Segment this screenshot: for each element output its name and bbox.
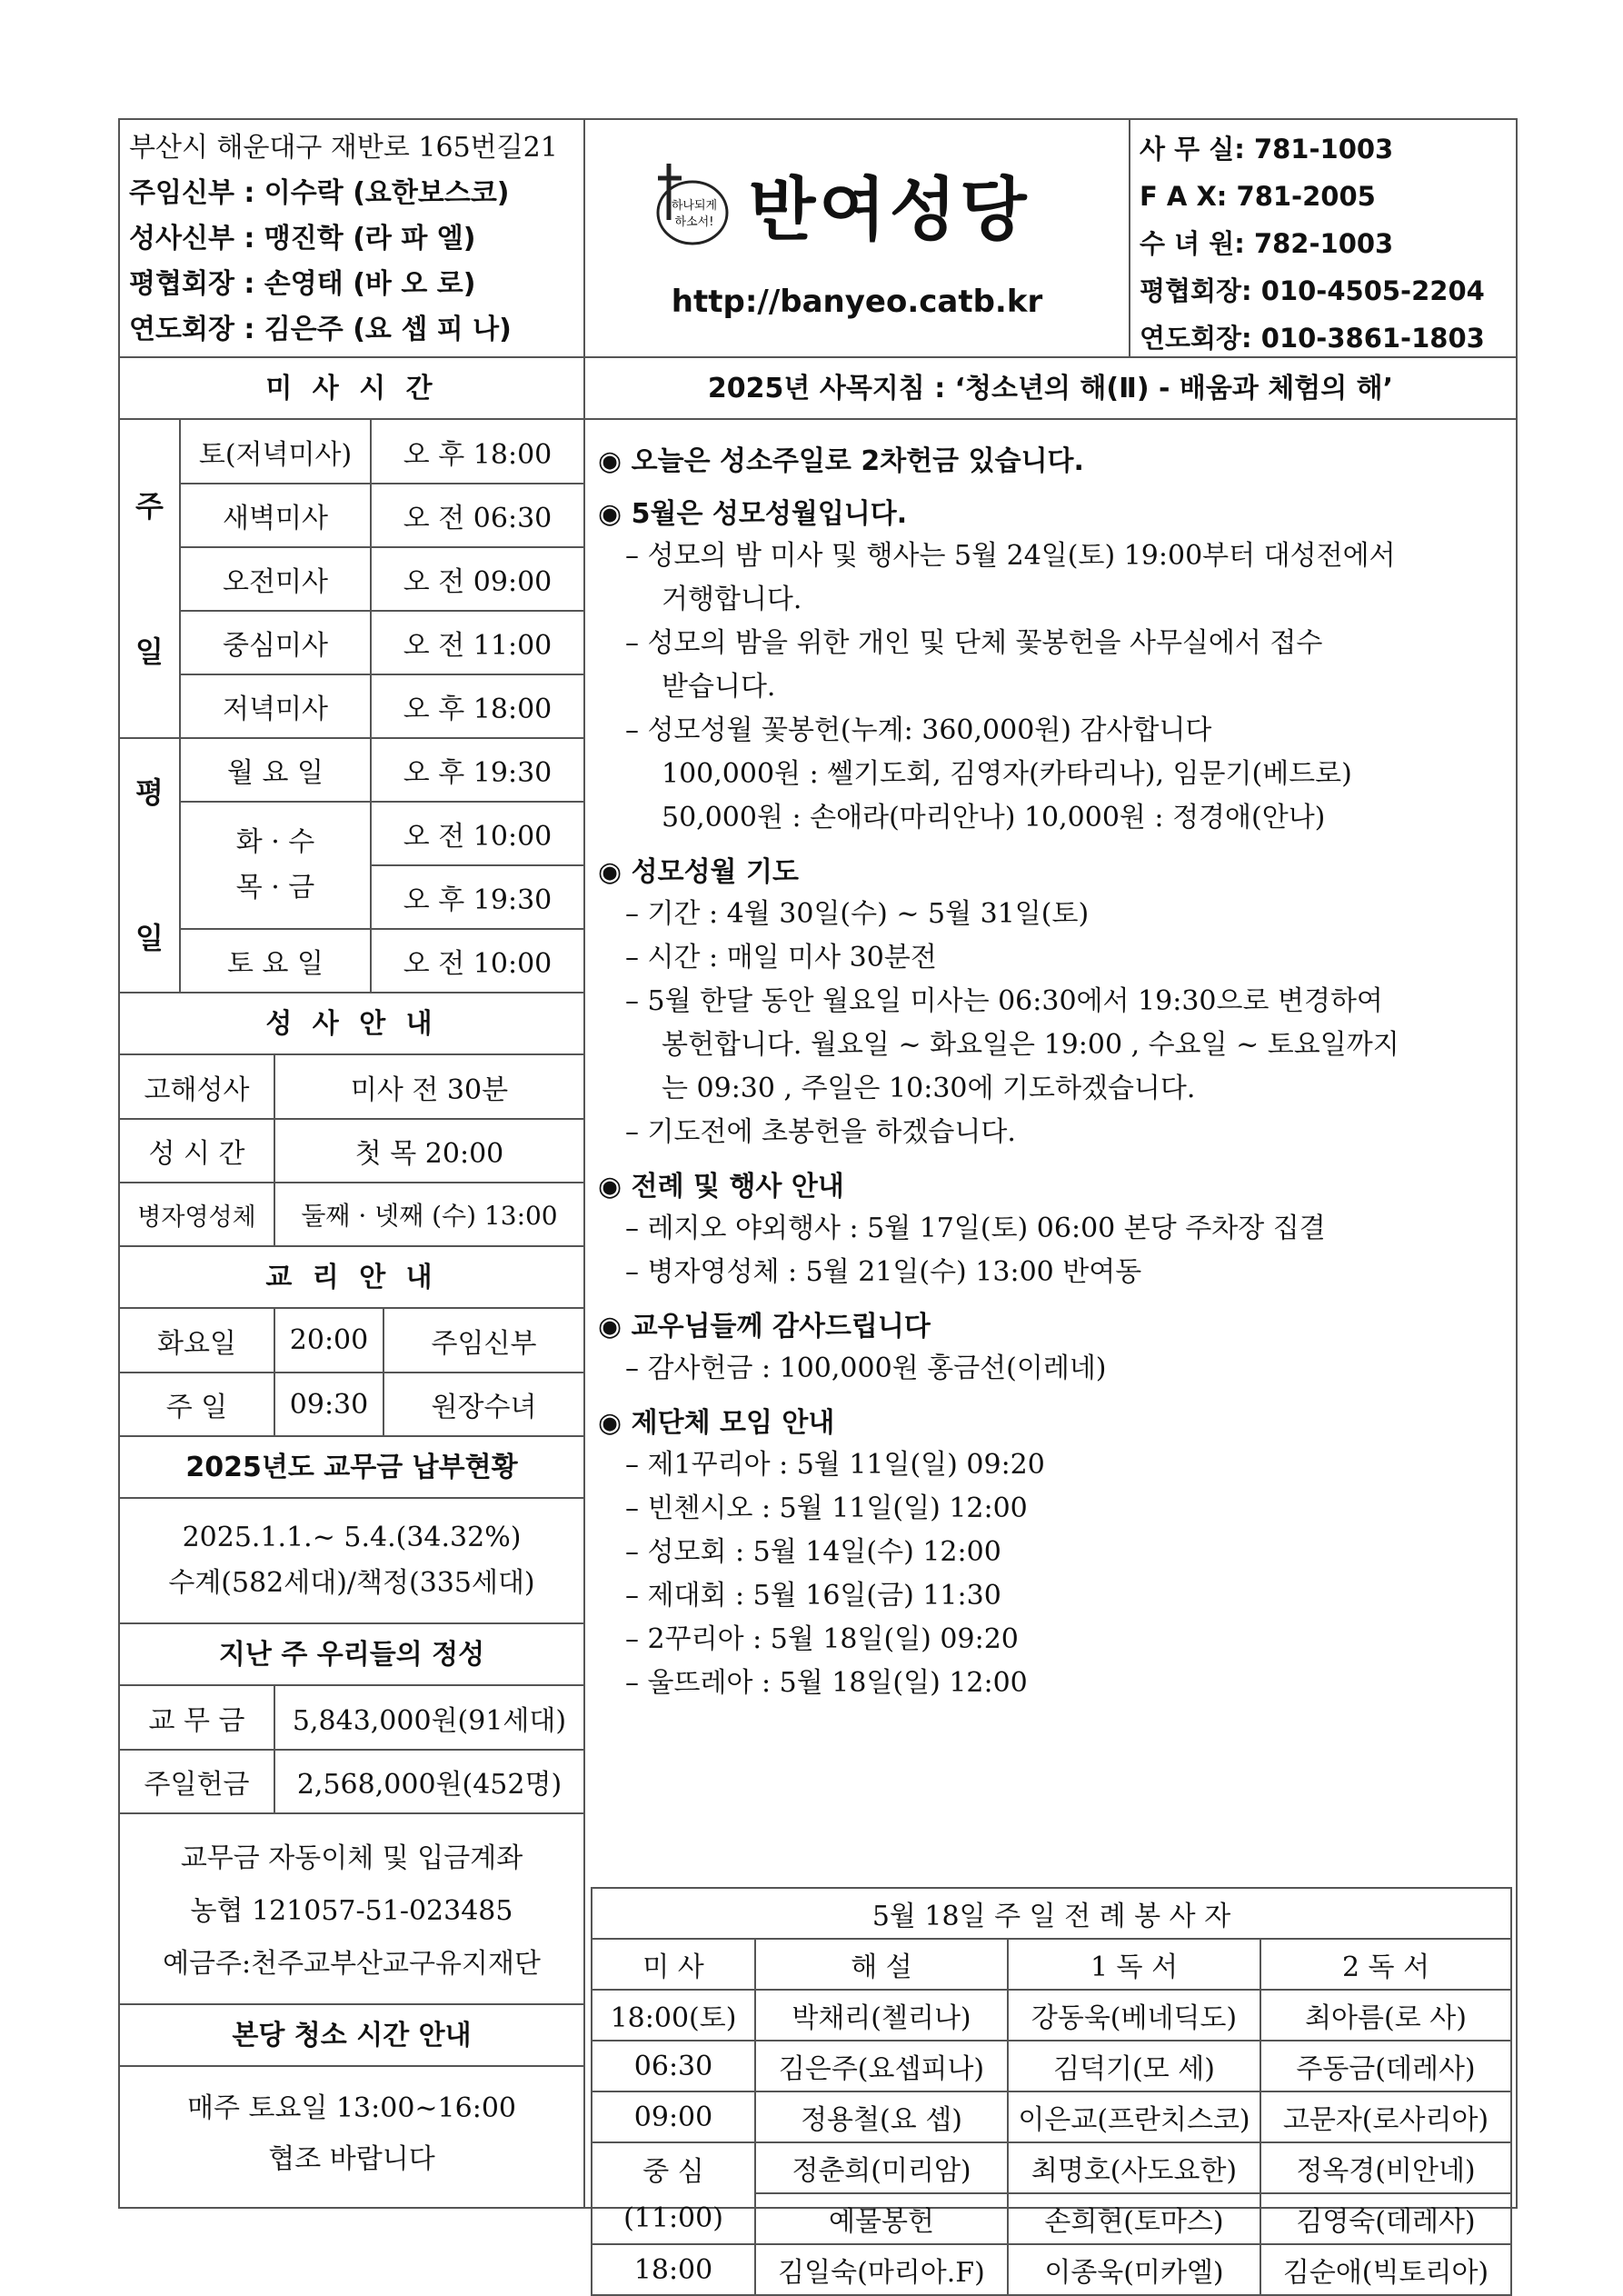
notice-line: 50,000원 : 손애라(마리안나) 10,000원 : 정경애(안나) — [662, 802, 1326, 834]
notice-heading: ◉ 교우님들께 감사드립니다 — [598, 1311, 931, 1343]
mass-name: 오전미사 — [180, 547, 371, 611]
servers-title: 5월 18일 주 일 전 례 봉 사 자 — [592, 1888, 1511, 1939]
cleaning-info: 매주 토요일 13:00~16:00 협조 바랍니다 — [186, 2092, 517, 2175]
table-row — [592, 1939, 1511, 1990]
notice-line: – 성모회 : 5월 14일(수) 12:00 — [625, 1536, 1001, 1568]
left-column — [120, 358, 585, 2209]
notice-line: – 기도전에 초봉헌을 하겠습니다. — [625, 1116, 1016, 1148]
notice-line: 거행합니다. — [662, 584, 802, 615]
mass-time: 오 전 11:00 — [371, 611, 583, 674]
mass-time: 오 후 19:30 — [371, 738, 583, 802]
mass-name: 토 요 일 — [180, 929, 371, 993]
staff-priest: 성사신부 : 맹진학 (라 파 엘) — [129, 223, 476, 255]
notice-line: – 기간 : 4월 30일(수) ~ 5월 31일(토) — [625, 898, 1090, 930]
table-row: (11:00) 예물봉헌 손희현(토마스) 김영숙(데레사) — [592, 2193, 1511, 2244]
notice-line: 100,000원 : 쎌기도회, 김영자(카타리나), 임문기(베드로) — [662, 758, 1352, 790]
svg-text:하나되게: 하나되게 — [671, 199, 718, 213]
staff-prayer-president: 연도회장 : 김은주 (요 셉 피 나) — [129, 314, 512, 345]
mass-time: 오 전 10:00 — [371, 929, 583, 993]
table-row — [120, 929, 583, 993]
notice-heading: ◉ 5월은 성모성월입니다. — [598, 498, 908, 530]
table-row: 중 심 정춘희(미리암) 최명호(사도요한) 정옥경(비안네) — [592, 2142, 1511, 2193]
address: 부산시 해운대구 재반로 165번길21 — [129, 132, 558, 164]
mass-name: 중심미사 — [180, 611, 371, 674]
notice-line: – 시간 : 매일 미사 30분전 — [625, 942, 937, 973]
notice-line: – 울뜨레아 : 5월 18일(일) 12:00 — [625, 1667, 1028, 1699]
contact-council: 평협회장: 010-4505-2204 — [1140, 275, 1485, 306]
notice-line: – 제대회 : 5월 16일(금) 11:30 — [625, 1580, 1001, 1612]
header — [120, 120, 1516, 358]
column-header: 2 독 서 — [1260, 1939, 1511, 1990]
table-row — [120, 738, 583, 802]
mass-name: 저녁미사 — [180, 674, 371, 738]
notice-heading: ◉ 제단체 모임 안내 — [598, 1407, 835, 1439]
church-url[interactable]: http://banyeo.catb.kr — [671, 284, 1043, 320]
church-title-block — [585, 120, 1129, 356]
table-row: 18:00(토) 박채리(첼리나) 강동욱(베네딕도) 최아름(로 사) — [592, 1990, 1511, 2041]
table-row — [120, 547, 583, 611]
bulletin-page — [118, 118, 1518, 2289]
mass-time: 오 전 09:00 — [371, 547, 583, 611]
table-row — [120, 484, 583, 547]
liturgy-servers-table — [591, 1887, 1512, 2296]
table-row: 18:00 김일숙(마리아.F) 이종욱(미카엘) 김순애(빅토리아) — [592, 2244, 1511, 2295]
notice-line: – 제1꾸리아 : 5월 11일(일) 09:20 — [625, 1449, 1045, 1481]
notice-line: – 성모의 밤 미사 및 행사는 5월 24일(토) 19:00부터 대성전에서 — [625, 540, 1396, 572]
notice-line: – 감사헌금 : 100,000원 홍금선(이레네) — [625, 1353, 1107, 1384]
notice-heading: ◉ 성모성월 기도 — [598, 856, 799, 888]
catechism-table — [120, 1309, 583, 1437]
column-header: 미 사 — [592, 1939, 755, 1990]
column-header: 해 설 — [755, 1939, 1008, 1990]
contact-prayer: 연도회장: 010-3861-1803 — [1140, 323, 1485, 354]
offering-table — [120, 1686, 583, 1814]
notice-heading: ◉ 오늘은 성소주일로 2차헌금 있습니다. — [598, 445, 1084, 477]
table-row: 성 시 간 첫 목 20:00 — [120, 1119, 583, 1183]
svg-text:하소서!: 하소서! — [674, 215, 714, 229]
mass-name: 월 요 일 — [180, 738, 371, 802]
table-row — [120, 802, 583, 865]
notice-line: – 레지오 야외행사 : 5월 17일(토) 06:00 본당 주차장 집결 — [625, 1213, 1326, 1244]
table-row: 주 일 09:30 원장수녀 — [120, 1373, 583, 1436]
dues-status: 2025.1.1.~ 5.4.(34.32%) 수계(582세대)/책정(335세대) — [120, 1499, 583, 1624]
right-column — [585, 358, 1516, 2289]
mass-name: 새벽미사 — [180, 484, 371, 547]
contact-office: 사 무 실: 781-1003 — [1140, 134, 1394, 165]
sunday-label: 주 일 — [120, 420, 180, 738]
notice-heading: ◉ 전례 및 행사 안내 — [598, 1171, 844, 1203]
notice-line: – 2꾸리아 : 5월 18일(일) 09:20 — [625, 1623, 1019, 1655]
staff-info — [120, 120, 585, 356]
notice-line: – 5월 한달 동안 월요일 미사는 06:30에서 19:30으로 변경하여 — [625, 985, 1383, 1017]
contact-info — [1129, 120, 1516, 356]
mass-name: 화 · 수 목 · 금 — [180, 802, 371, 929]
cleaning-title: 본당 청소 시간 안내 — [120, 2005, 583, 2067]
bank-account-info: 교무금 자동이체 및 입금계좌 농협 121057-51-023485 예금주:천주교부산교구유지재단 — [120, 1814, 583, 2005]
table-row: 09:00 정용철(요 셉) 이은교(프란치스코) 고문자(로사리아) — [592, 2091, 1511, 2142]
table-row: 고해성사 미사 전 30분 — [120, 1055, 583, 1119]
contact-fax: F A X: 781-2005 — [1140, 181, 1376, 212]
staff-pastor: 주임신부 : 이수락 (요한보스코) — [129, 177, 510, 209]
dues-title: 2025년도 교무금 납부현황 — [120, 1437, 583, 1499]
table-row: 06:30 김은주(요셉피나) 김덕기(모 세) 주동금(데레사) — [592, 2041, 1511, 2091]
notice-line: – 성모성월 꽃봉헌(누계: 360,000원) 감사합니다 — [625, 714, 1212, 746]
table-row: 주일헌금 2,568,000원(452명) — [120, 1750, 583, 1813]
notice-line: – 성모의 밤을 위한 개인 및 단체 꽃봉헌을 사무실에서 접수 — [625, 627, 1323, 659]
sacrament-table — [120, 1055, 583, 1247]
weekday-label: 평 일 — [120, 738, 180, 993]
table-row: 병자영성체 둘째 · 넷째 (수) 13:00 — [120, 1183, 583, 1246]
mass-time: 오 전 06:30 — [371, 484, 583, 547]
contact-convent: 수 녀 원: 782-1003 — [1140, 228, 1394, 259]
catechism-title: 교 리 안 내 — [120, 1247, 583, 1309]
table-row: 화요일 20:00 주임신부 — [120, 1309, 583, 1373]
column-header: 1 독 서 — [1008, 1939, 1260, 1990]
offering-title: 지난 주 우리들의 정성 — [120, 1624, 583, 1686]
pastoral-motto: 2025년 사목지침 : ‘청소년의 해(Ⅱ) - 배움과 체험의 해’ — [585, 358, 1516, 420]
mass-time: 오 후 19:30 — [371, 865, 583, 929]
notice-line: – 빈첸시오 : 5월 11일(일) 12:00 — [625, 1492, 1028, 1524]
church-logo-icon — [649, 156, 731, 256]
notice-line: 는 09:30 , 주일은 10:30에 기도하겠습니다. — [662, 1073, 1196, 1104]
church-name: 반여성당 — [749, 169, 1031, 250]
table-row — [120, 674, 583, 738]
mass-time-table — [120, 420, 583, 993]
mass-time: 오 후 18:00 — [371, 420, 583, 484]
mass-time: 오 전 10:00 — [371, 802, 583, 865]
mass-time-title: 미 사 시 간 — [120, 358, 583, 420]
notice-list — [585, 422, 1516, 1705]
sacrament-title: 성 사 안 내 — [120, 993, 583, 1055]
table-row — [120, 611, 583, 674]
table-row — [592, 1888, 1511, 1939]
notice-line: 받습니다. — [662, 671, 776, 703]
notice-line: 봉헌합니다. 월요일 ~ 화요일은 19:00 , 수요일 ~ 토요일까지 — [662, 1029, 1399, 1061]
notice-line: – 병자영성체 : 5월 21일(수) 13:00 반여동 — [625, 1256, 1142, 1288]
mass-time: 오 후 18:00 — [371, 674, 583, 738]
staff-council-president: 평협회장 : 손영태 (바 오 로) — [129, 268, 476, 300]
mass-name: 토(저녁미사) — [180, 420, 371, 484]
table-row: 교 무 금 5,843,000원(91세대) — [120, 1686, 583, 1750]
table-row — [120, 420, 583, 484]
